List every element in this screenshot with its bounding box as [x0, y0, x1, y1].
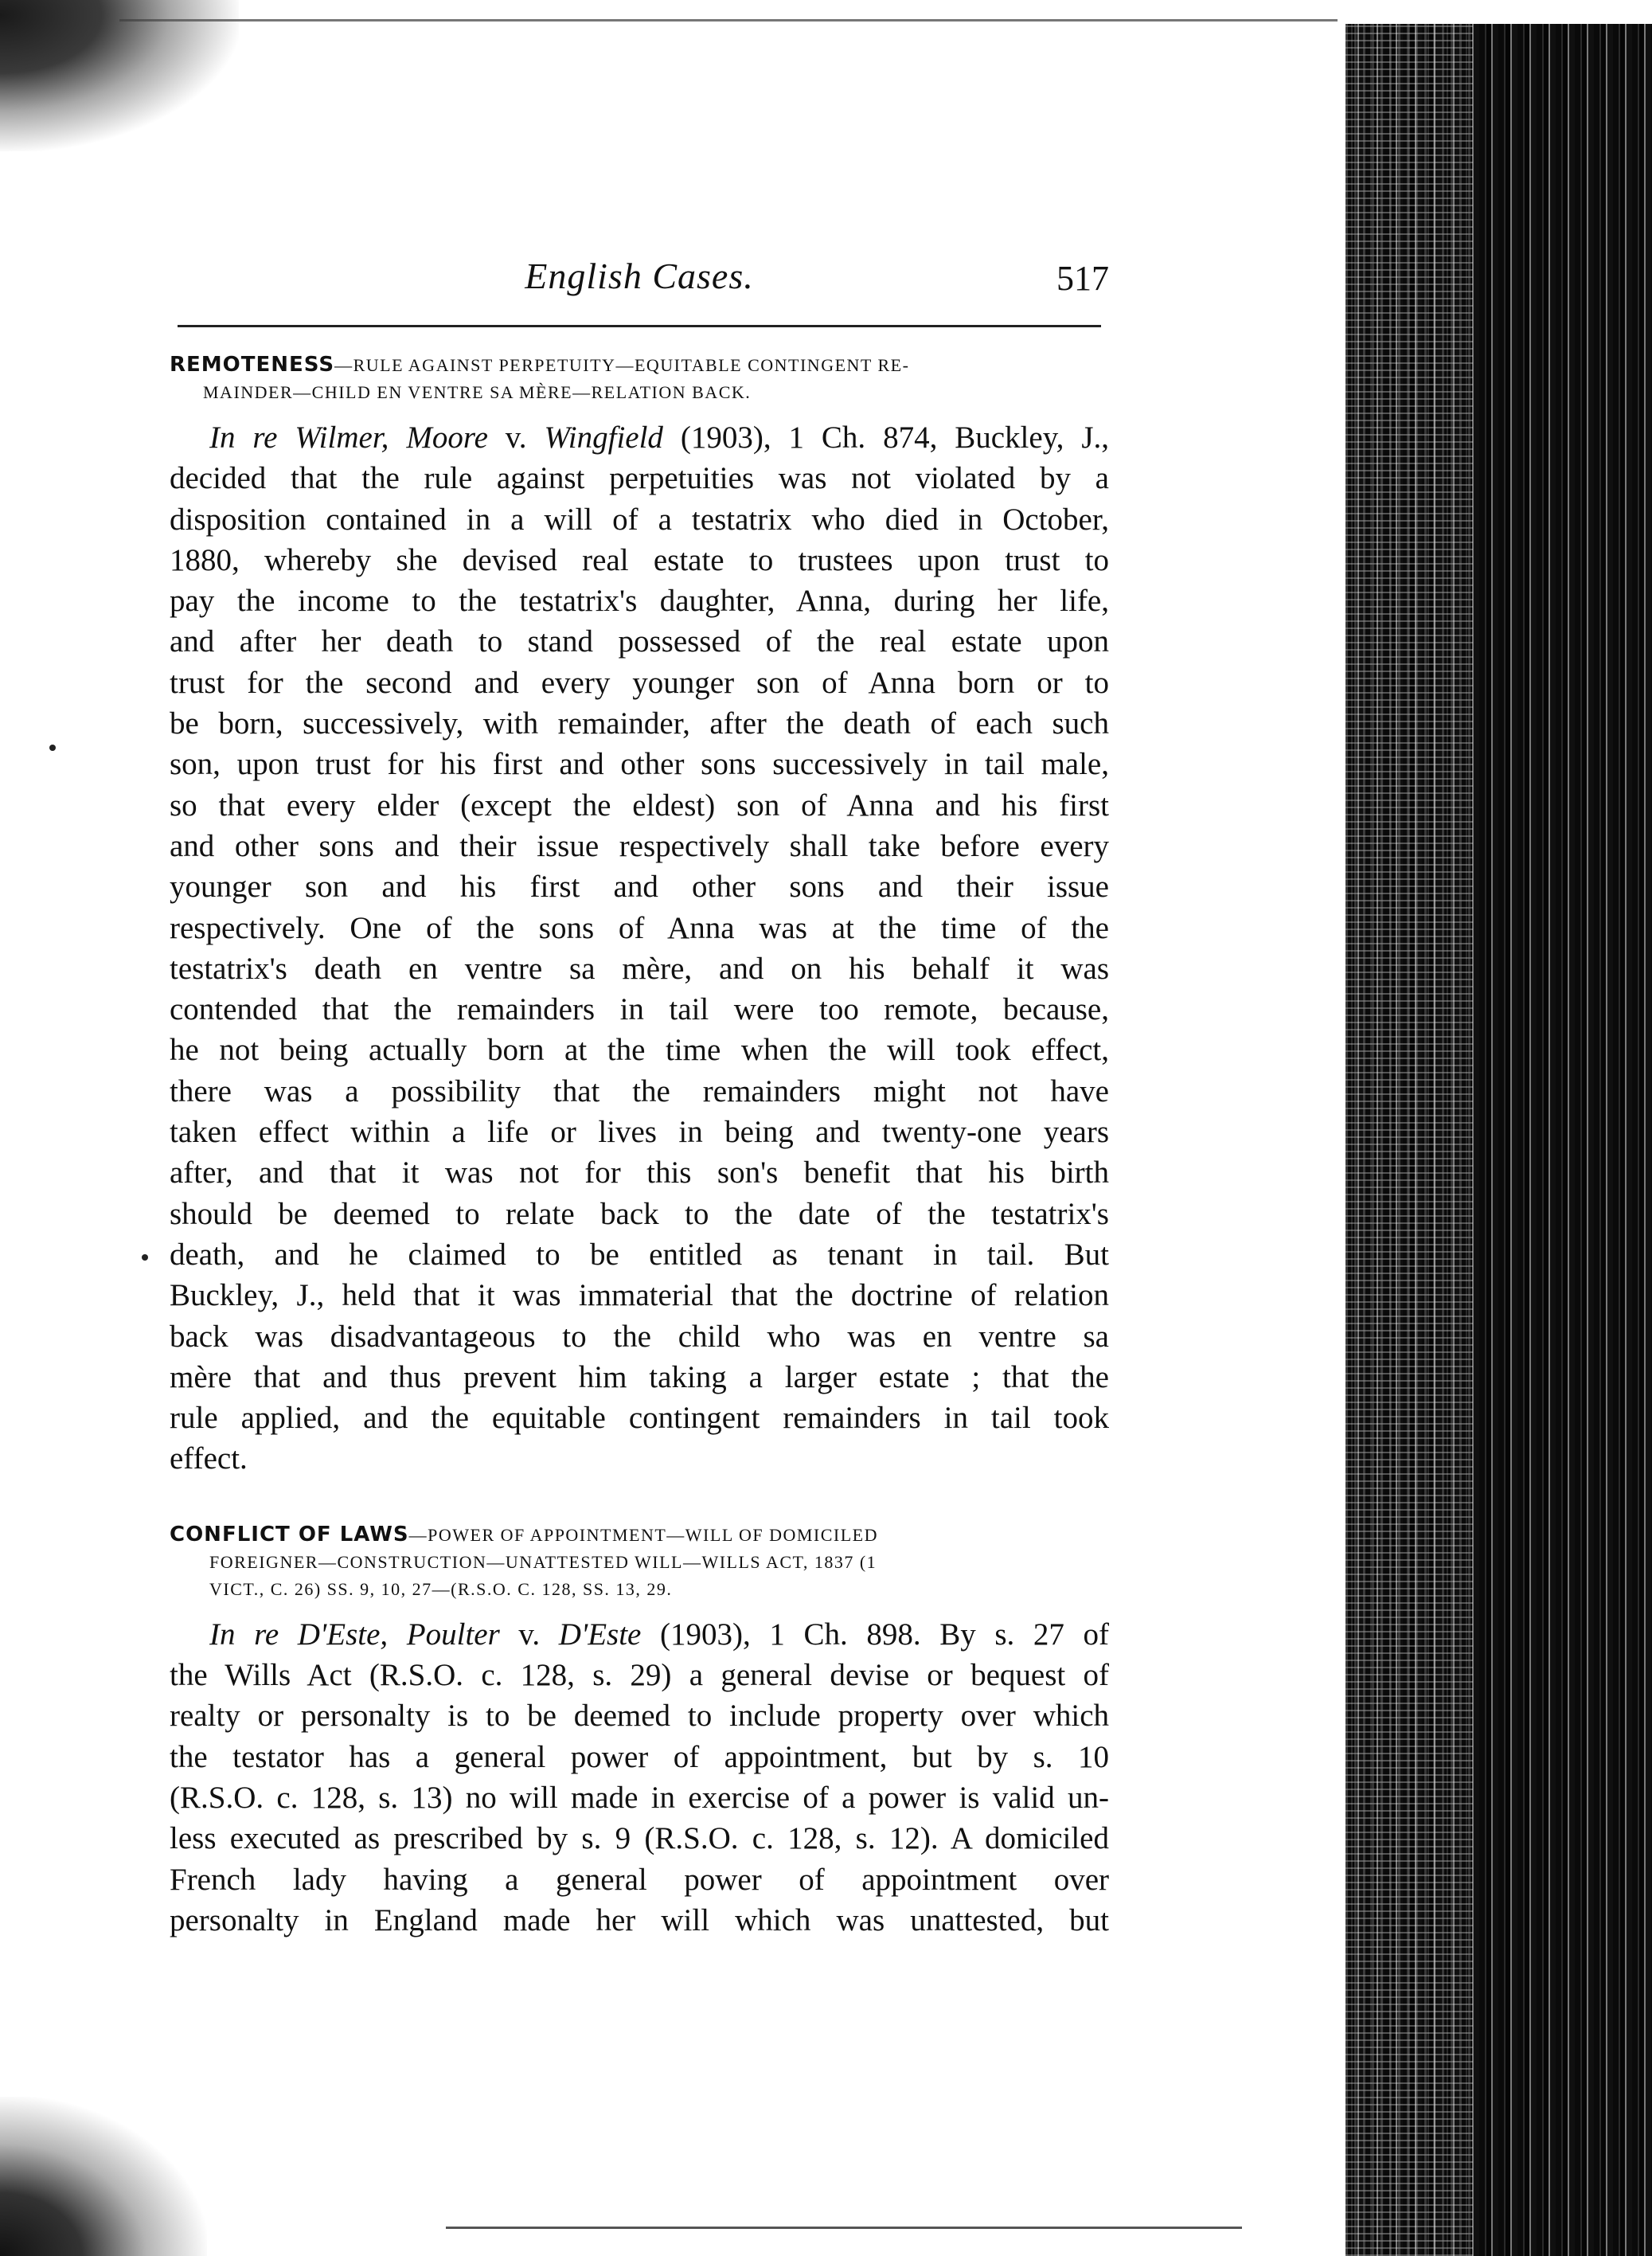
body-line: should be deemed to relate back to the date of the testatrix's [170, 1196, 1109, 1231]
body-line: personalty in England made her will which was unattested, but [170, 1902, 1109, 1937]
body-line: son, upon trust for his first and other sons successively in tail male, [170, 747, 1109, 782]
body-line: rule applied, and the equitable contingent remainders in tail took [170, 1401, 1109, 1436]
body-line: pay the income to the testatrix's daughter, Anna, during her life, [170, 584, 1109, 619]
case-section-remoteness [170, 351, 1109, 1480]
body-line: realty or personalty is to be deemed to include property over which [170, 1699, 1109, 1734]
body-line: be born, successively, with remainder, after the death of each such [170, 706, 1109, 741]
scan-shadow-bottom-left [0, 2097, 207, 2256]
body-line: and after her death to stand possessed of the real estate upon [170, 624, 1109, 659]
body-line: less executed as prescribed by s. 9 (R.S.O. c. 128, s. 12). A domiciled [170, 1821, 1109, 1856]
heading-line: FOREIGNER—CONSTRUCTION—UNATTESTED WILL—WILLS ACT, 1837 (1 [209, 1551, 877, 1572]
scan-speck [49, 745, 56, 751]
body-line: In re D'Este, Poulter v. D'Este (1903), 1 Ch. 898. By s. 27 of [209, 1617, 1109, 1652]
section-body [170, 417, 1109, 1480]
body-line: respectively. One of the sons of Anna was at the time of the [170, 910, 1109, 945]
case-section-conflict-of-laws [170, 1521, 1109, 1941]
document-page [170, 255, 1109, 1941]
body-line: and other sons and their issue respectively shall take before every [170, 828, 1109, 863]
body-line: taken effect within a life or lives in being and twenty-one years [170, 1115, 1109, 1150]
scan-edge-top [119, 19, 1338, 22]
scan-shadow-top-left [0, 0, 239, 151]
running-title: English Cases. [525, 256, 754, 296]
body-line: testatrix's death en ventre sa mère, and on his behalf it was [170, 951, 1109, 986]
page-number: 517 [1056, 259, 1109, 298]
body-line: back was disadvantageous to the child who was en ventre sa [170, 1319, 1109, 1354]
body-line: younger son and his first and other sons and their issue [170, 870, 1109, 905]
body-line: disposition contained in a will of a testatrix who died in October, [170, 502, 1109, 537]
header-rule [178, 325, 1101, 327]
section-body [170, 1614, 1109, 1941]
body-line: (R.S.O. c. 128, s. 13) no will made in exercise of a power is valid un- [170, 1780, 1109, 1815]
heading-line: MAINDER—CHILD EN VENTRE SA MÈRE—RELATION BACK. [203, 382, 752, 402]
body-line: 1880, whereby she devised real estate to trustees upon trust to [170, 542, 1109, 577]
scan-edge-bottom [446, 2227, 1242, 2229]
body-line: Buckley, J., held that it was immaterial that the doctrine of relation [170, 1278, 1109, 1313]
body-line: trust for the second and every younger son of Anna born or to [170, 665, 1109, 700]
heading-lead: CONFLICT OF LAWS [170, 1522, 409, 1546]
body-line: so that every elder (except the eldest) son of Anna and his first [170, 788, 1109, 823]
heading-lead: REMOTENESS [170, 353, 335, 377]
body-line: effect. [170, 1441, 248, 1476]
body-line: there was a possibility that the remainders might not have [170, 1073, 1109, 1108]
body-line: decided that the rule against perpetuities was not violated by a [170, 461, 1109, 496]
body-line: In re Wilmer, Moore v. Wingfield (1903), 1 Ch. 874, Buckley, J., [209, 420, 1110, 455]
body-line: the Wills Act (R.S.O. c. 128, s. 29) a general devise or bequest of [170, 1658, 1109, 1693]
scan-speck [142, 1254, 148, 1261]
body-line: mère that and thus prevent him taking a larger estate ; that the [170, 1359, 1109, 1394]
heading-line: VICT., C. 26) SS. 9, 10, 27—(R.S.O. C. 128, SS. 13, 29. [209, 1578, 673, 1599]
section-heading [170, 351, 1109, 406]
body-line: the testator has a general power of appointment, but by s. 10 [170, 1739, 1109, 1774]
body-line: death, and he claimed to be entitled as tenant in tail. But [170, 1237, 1109, 1272]
body-line: after, and that it was not for this son's benefit that his birth [170, 1155, 1109, 1191]
heading-line: —POWER OF APPOINTMENT—WILL OF DOMICILED [408, 1524, 878, 1545]
scan-edge-speckle [1345, 24, 1473, 2256]
body-line: contended that the remainders in tail were too remote, because, [170, 992, 1109, 1027]
section-heading [170, 1521, 1109, 1603]
running-head [170, 255, 1109, 319]
body-line: he not being actually born at the time when the will took effect, [170, 1033, 1109, 1068]
body-line: French lady having a general power of appointment over [170, 1862, 1109, 1897]
heading-line: —RULE AGAINST PERPETUITY—EQUITABLE CONTINGENT RE- [334, 355, 910, 375]
